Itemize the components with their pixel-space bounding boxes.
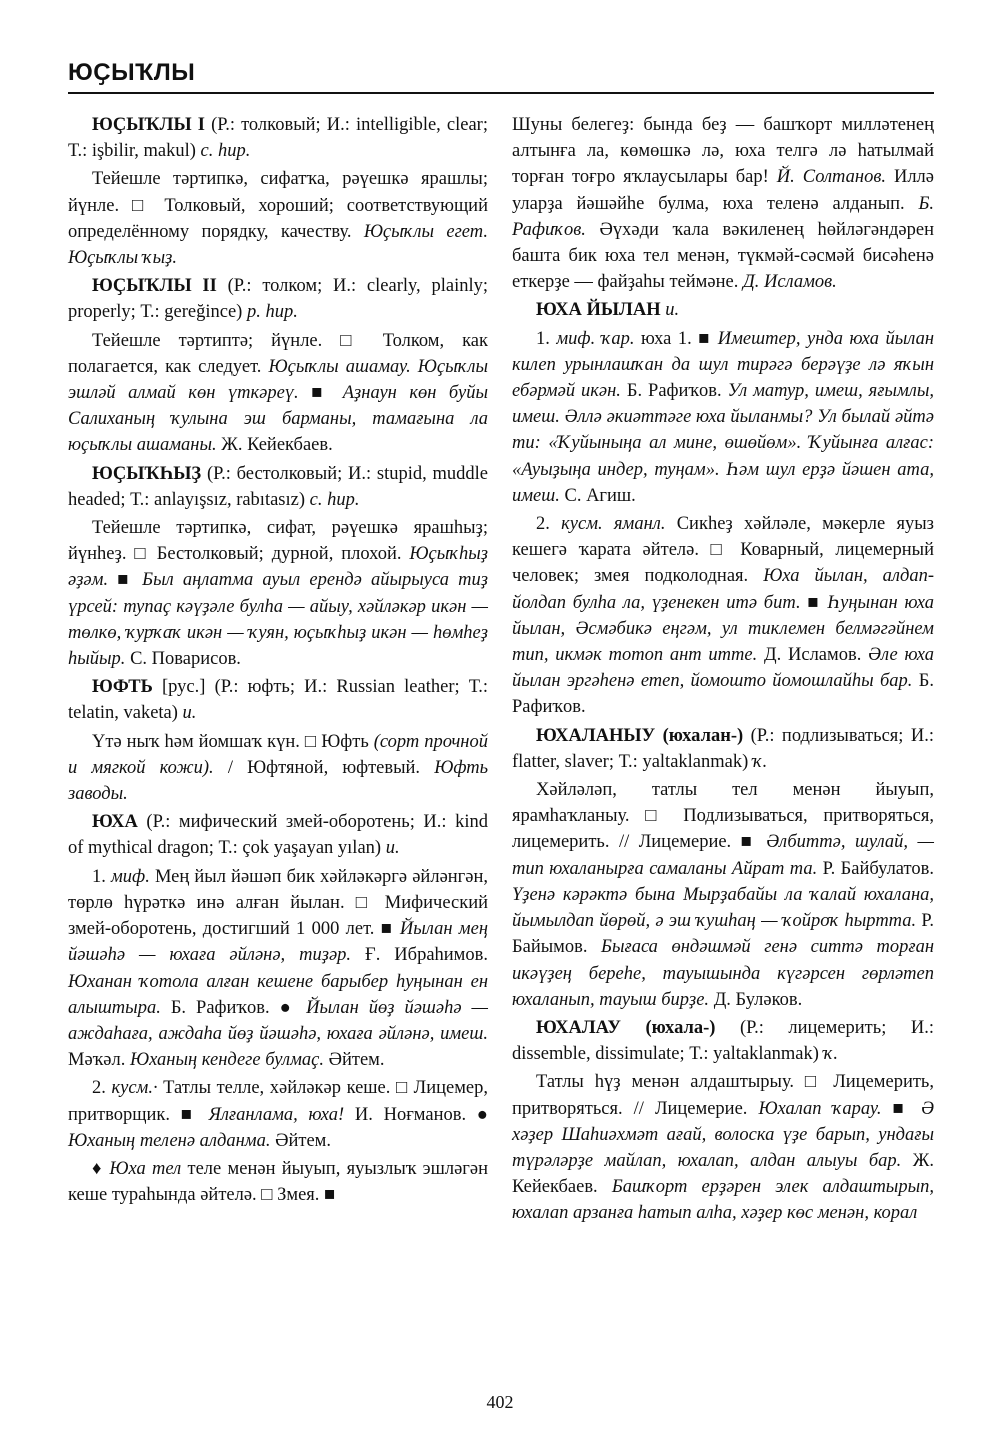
example-text: кусм.· <box>111 1078 164 1099</box>
definition-text: И. Ноғманов. <box>354 1104 477 1125</box>
grammar-tag: ҡ. <box>752 751 768 772</box>
headword: ЮҪЫҠЛЫ I <box>92 115 205 135</box>
definition-text: Б. Рафиҡов. <box>512 671 934 718</box>
header-rule <box>68 92 934 94</box>
definition-text: Р. Байбулатов. <box>822 858 934 879</box>
example-text: Бығаса өндәшмәй генә ситтә торған икәүҙең береһе, тауышында күгәрсен гөрләтеп юхаланып, тауыш бирҙе. <box>512 937 935 1010</box>
example-text: Юханан ҡотола алған кешене барыбер һуңынан ен алыштыра. <box>68 971 488 1018</box>
grammar-tag: р. һир. <box>246 302 298 323</box>
example-text: Имештер, унда юха йылан килеп урынлашҡан да шул тирәгә берәүҙе лә яҡын ебәрмәй икән. <box>512 328 934 402</box>
definition-text: Д. Буләков. <box>713 989 803 1010</box>
example-text: Йылан мең йәшәһә — юхаға әйләнә, тиҙәр. <box>68 919 489 966</box>
entry-paragraph <box>512 777 934 1013</box>
definition-text: Хәйләләп, татлы тел менән йыуып, ярамһаҡланыу. □ Подлизываться, притворяться, лицемерить. // Лицемерие. ■ <box>512 780 934 853</box>
translations: (Р.: подлизываться; И.: flatter, slaver; Т.: yaltaklanmak) <box>512 725 934 772</box>
definition-text: Ж. Кейекбаев. <box>512 1150 934 1198</box>
grammar-tag: и. <box>385 838 400 859</box>
example-text: кусм. яманл. <box>561 514 677 535</box>
headword: ЮҪЫҠЛЫ II <box>92 276 217 297</box>
example-text: миф. <box>111 866 155 887</box>
translations: [рус.] (Р.: юфть; И.: Russian leather; Т.: telatin, vaketa) <box>68 677 488 724</box>
definition-text: Ж. Кейекбаев. <box>221 435 333 456</box>
translations: (Р.: мифический змей-оборотень; И.: kind of mythical dragon; Т.: çok yaşayan yılan) <box>68 812 488 859</box>
entry-paragraph <box>512 511 934 721</box>
example-text: Юха тел <box>109 1158 188 1179</box>
running-head: ЮҪЫҠЛЫ <box>68 59 196 86</box>
example-text: Б. Рафиҡов. <box>512 193 934 240</box>
entry-paragraph <box>512 1069 934 1226</box>
definition-text: Үтә ныҡ һәм йомшаҡ күн. □ Юфть <box>92 731 374 752</box>
left-column <box>68 112 488 1210</box>
definition-text: Иллә уларҙа йәшәйһе булма, юха теленә алданып. <box>512 167 934 214</box>
entry-paragraph <box>68 809 488 861</box>
entry-paragraph <box>512 1015 934 1067</box>
grammar-tag: и. <box>182 703 197 724</box>
example-text: Юфть заводы. <box>68 757 488 805</box>
entry-paragraph <box>68 328 488 459</box>
example-text: Юҫыҡһыҙ әҙәм. ■ Был аңлатма ауыл ерендә айырыуса тиҙ үрсей: тупаҫ кәүҙәле булһа — айыу, хәйләкәр икән — төлкө, ҡурҡаҡ икән — ҡуян, юҫыҡһыҙ икән — һөмһеҙ һыйыр. <box>68 544 488 670</box>
translations: (Р.: толком; И.: clearly, plainly; properly; Т.: gereğince) <box>68 276 488 323</box>
grammar-tag: ҡ. <box>823 1044 838 1065</box>
definition-text: Ғ. Ибраһимов. <box>365 945 488 966</box>
definition-text: Б. Рафиҡов. <box>170 997 280 1018</box>
definition-text: Р. Байымов. <box>512 911 934 958</box>
example-text: Әлбиттә, шулай, — тип юхаланырға самаланы Айрат та. <box>512 832 934 879</box>
right-column <box>512 112 934 1229</box>
definition-text: теле менән йыуып, яуызлыҡ эшләгән кеше тураһында әйтелә. □ Змея. ■ <box>68 1158 488 1206</box>
entry-paragraph <box>68 729 488 808</box>
grammar-tag: с. һир. <box>309 489 360 510</box>
definition-text: Сикһеҙ хәйләле, мәкерле яуыз кешегә ҡарата әйтелә. □ Коварный, лицемерный человек; змея подколодная. <box>512 514 934 587</box>
definition-text: Татлы һүҙ менән алдаштырыу. □ Лицемерить, притворяться. // Лицемерие. <box>512 1072 934 1119</box>
definition-text: Әйтем. <box>275 1130 331 1151</box>
example-text: Башҡорт ерҙәрен элек алдаштырып, юхалап арзанға һатып алһа, хәҙер көс менән, корал <box>512 1177 934 1224</box>
example-text: Й. Солтанов. <box>776 167 894 188</box>
definition-text: 1. <box>536 328 557 349</box>
entry-paragraph <box>512 297 934 323</box>
translations: (Р.: бестолковый; И.: stupid, muddle headed; Т.: anlayışsız, rabıtasız) <box>68 463 488 510</box>
definition-text: С. Поварисов. <box>130 649 241 670</box>
definition-text: Тейешле тәртиптә; йүнле. □ Толком, как полагается, как следует. <box>68 330 488 377</box>
headword: ЮХА <box>92 812 138 833</box>
entry-paragraph <box>512 326 934 509</box>
headword: ЮХАЛАУ (юхала-) <box>536 1017 716 1038</box>
definition-text: Татлы телле, хәйләкәр кеше. □ Лицемер, притворщик. ■ <box>68 1078 488 1125</box>
entry-paragraph <box>512 112 934 295</box>
headword: ЮҪЫҠҺЫҘ <box>92 463 202 484</box>
definition-text: Әүхәди ҡала вәкиленең һөйләгәндәрен башта бик юха тел менән, түкмәй-сәсмәй бисәһенә еткерҙе — файҙаһы теймәне. <box>512 219 934 293</box>
example-text: Д. Исламов. <box>742 272 837 293</box>
entry-paragraph <box>512 723 934 775</box>
example-text: Юха йылан, алдап-йолдап булһа ла, үҙенекен итә бит. ■ Һуңынан юха йылан, Әсмәбикә еңгәм, ул тиклемен белмәгәйнем тип, икмәк тотоп ант итте. <box>512 566 934 666</box>
definition-text: Тейешле тәртипкә, сифатҡа, рәүешкә ярашлы; йүнле. □ Толковый, хороший; соответствующий определённому порядку, качеству. <box>68 169 488 242</box>
example-text: Юҫыҡлы ашамау. Юҫыҡлы эшләй алмай көн үткәреү. ■ Аҙнаун көн буйы Салиханың ҡулына эш барманы, тамағына ла юҫыҡлы ашаманы. <box>68 356 488 456</box>
definition-text: Мең йыл йәшәп бик хәйләкәргә әйләнгән, төрлө һүрәткә инә алған йылан. □ Мифический змей-оборотень, достигший 1 000 лет. ■ <box>68 866 488 940</box>
example-text: (сорт прочной и мягкой кожи). <box>68 731 488 778</box>
entry-paragraph <box>68 166 488 271</box>
definition-text: Д. Исламов. <box>763 645 869 666</box>
example-text: Үҙенә кәрәктә бына Мырҙабайы ла ҡалай юхалана, йымылдап йөрөй, ә эш ҡушһаң — ҡойроҡ һыртта. <box>512 884 934 932</box>
entry-paragraph <box>68 515 488 672</box>
grammar-tag: с. һир. <box>200 141 251 162</box>
example-text: ● Юханың теленә алданма. <box>68 1104 488 1151</box>
entry-paragraph <box>68 1156 488 1208</box>
definition-text: 1. <box>92 866 111 887</box>
definition-text: Б. Рафиҡов. <box>626 381 728 402</box>
entry-paragraph <box>68 864 488 1074</box>
entry-paragraph <box>68 674 488 726</box>
definition-text: юха 1. ■ <box>641 328 718 349</box>
definition-text: Мәҡәл. <box>68 1050 130 1071</box>
example-text: Әле юха йылан эргәһенә етеп, йомошто йомошлайһы бар. <box>512 645 934 692</box>
example-text: Ялғанлама, юха! <box>208 1104 355 1125</box>
translations: (Р.: толковый; И.: intelligible, clear; Т.: işbilir, makul) <box>68 115 488 162</box>
definition-text: 2. <box>92 1078 112 1099</box>
entry-paragraph <box>68 1075 488 1154</box>
headword: ЮФТЬ <box>92 677 153 698</box>
definition-text: / Юфтяной, юфтевый. <box>227 757 435 778</box>
definition-text: Шуны белегеҙ: бында беҙ — башҡорт милләтенең алтынға ла, көмөшкә лә, юха телгә лә һатылмай торған тоғро яҡлаусылары бар! <box>512 115 934 188</box>
definition-text: 2. <box>536 514 562 535</box>
example-text: Юхалап ҡарау. ■ Ә хәҙер Шаһиәхмәт ағай, волоска үҙе барып, ундағы түрәләрҙе майлап, юхалап, алдан алыуы бар. <box>512 1098 934 1171</box>
entry-paragraph <box>68 461 488 513</box>
page-number: 402 <box>486 1392 514 1412</box>
definition-text: ♦ <box>92 1158 110 1179</box>
definition-text: Тейешле тәртипкә, сифат, рәүешкә ярашһыҙ; йүнһеҙ. □ Бестолковый; дурной, плохой. <box>68 518 488 565</box>
entry-paragraph <box>68 273 488 325</box>
headword: ЮХАЛАНЫУ (юхалан-) <box>536 725 744 746</box>
definition-text: Әйтем. <box>328 1050 385 1071</box>
example-text: Юханың кендеге булмаҫ. <box>129 1050 329 1071</box>
example-text: ● Йылан йөҙ йәшәһә — аждаһаға, аждаһа йөҙ йәшәһә, юхаға әйләнә, имеш. <box>68 997 488 1044</box>
translations: (Р.: лицемерить; И.: dissemble, dissimulate; Т.: yaltaklanmak) <box>512 1017 934 1065</box>
example-text: Юҫыҡлы егет. Юҫыҡлы ҡыҙ. <box>68 221 488 269</box>
example-text: миф. ҡар. <box>556 328 642 349</box>
definition-text: С. Агиш. <box>564 485 636 506</box>
example-text: Ул матур, имеш, яғымлы, имеш. Әллә әкиәттәге юха йыланмы? Ул былай әйтә ти: «Ҡуйыныңа ал мине, өшөйөм». Ҡуйынға алғас: «Ауыҙыңа индер, туңам». Һәм шул ерҙә йәшен ата, имеш. <box>512 381 934 506</box>
grammar-tag: и. <box>665 300 680 321</box>
entry-paragraph <box>68 112 488 164</box>
headword: ЮХА ЙЫЛАН <box>536 300 661 321</box>
